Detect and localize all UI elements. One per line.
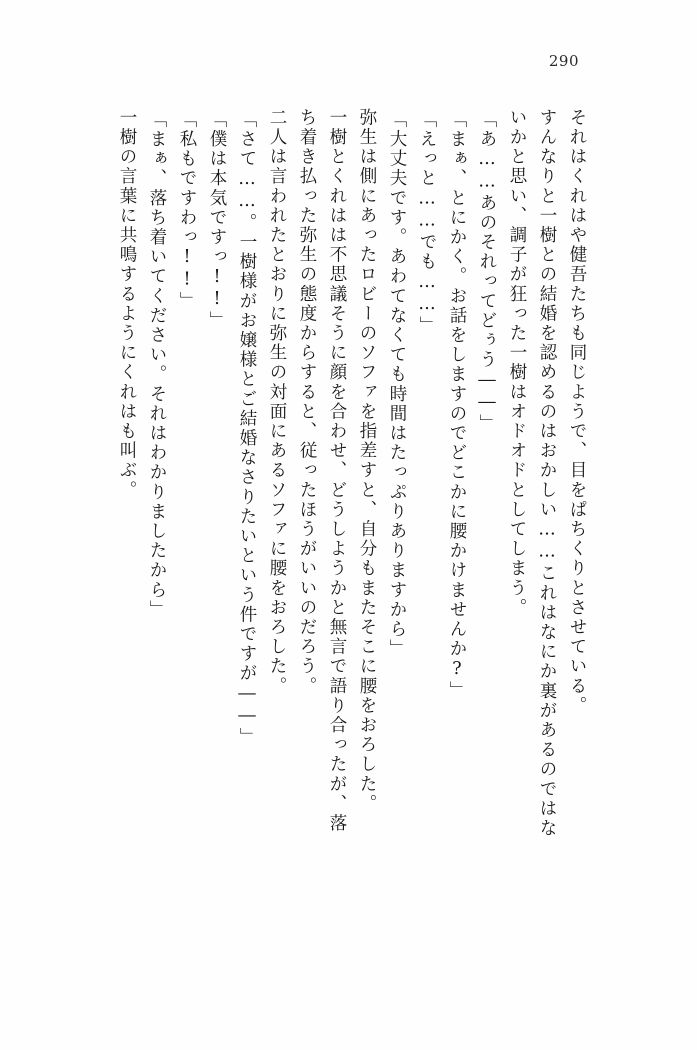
text-column: 「さて……。一樹様がお嬢様とご結婚なさりたいという件ですが――」	[237, 110, 257, 748]
text-column: 一樹とくれはは不思議そうに顔を合わせ、どうしようかと無言で語り合ったが、落	[327, 108, 347, 834]
text-column: 「まぁ、落ち着いてください。それはわかりましたから」	[147, 110, 167, 620]
text-column: すんなりと一樹との結婚を認めるのはおかしい……これはなにか裏があるのではな	[537, 108, 557, 839]
text-column: 一樹の言葉に共鳴するようにくれはも叫ぶ。	[117, 108, 137, 500]
page-number: 290	[548, 52, 579, 70]
text-column: 「えっと……でも……」	[417, 110, 437, 336]
text-column: 「私もですわっ!!」	[177, 110, 197, 311]
text-column: 弥生は側にあったロビーのソファを指差すと、自分もまたそこに腰をおろした。	[357, 108, 377, 814]
text-column: 「僕は本気ですっ!!」	[207, 110, 227, 331]
text-column: 「大丈夫です。あわてなくても時間はたっぷりありますから」	[387, 110, 407, 659]
text-column: 「まぁ、とにかく。お話をしますのでどこかに腰かけませんか?」	[447, 110, 467, 701]
text-column: 二人は言われたとおりに弥生の対面にあるソファに腰をおろした。	[267, 108, 287, 696]
text-column: ち着き払った弥生の態度からすると、従ったほうがいいのだろう。	[297, 108, 317, 696]
text-column: 「あ……あのそれってどぅう――」	[477, 110, 497, 434]
text-column: それはくれはや健吾たちも同じようで、目をぱちくりとさせている。	[567, 108, 587, 716]
vertical-text-body	[44, 108, 585, 868]
text-column: いかと思い、調子が狂った一樹はオドオドとしてしまう。	[507, 108, 527, 618]
